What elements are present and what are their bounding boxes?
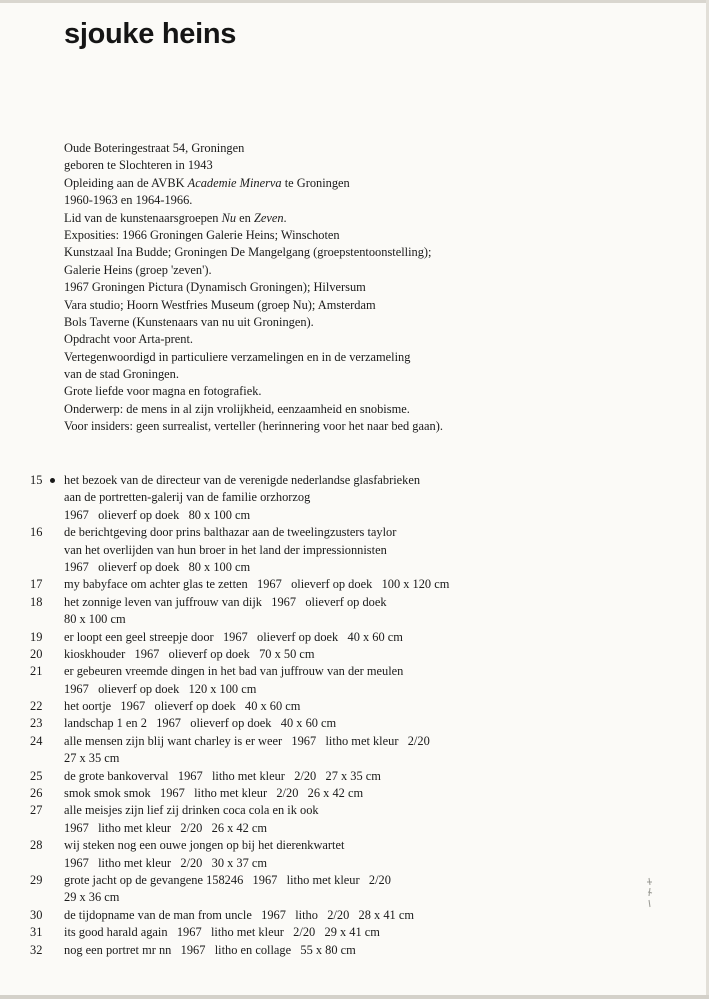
work-line: het zonnige leven van juffrouw van dijk 1967 olieverf op doek bbox=[64, 594, 387, 609]
bio-line: Grote liefde voor magna en fotografiek. bbox=[64, 384, 262, 399]
work-line: landschap 1 en 2 1967 olieverf op doek 40 x 60 cm bbox=[64, 716, 337, 731]
work-item bbox=[30, 785, 670, 802]
work-number: 26 bbox=[30, 786, 43, 801]
work-line: grote jacht op de gevangene 158246 1967 litho met kleur 2/20 bbox=[64, 872, 391, 887]
work-number: 18 bbox=[30, 594, 43, 609]
work-line: my babyface om achter glas te zetten 1967 olieverf op doek 100 x 120 cm bbox=[64, 577, 450, 592]
bio-text-lid: Lid van de kunstenaarsgroepen bbox=[64, 210, 222, 225]
work-item bbox=[30, 907, 670, 924]
work-item bbox=[30, 698, 670, 715]
bio-text-nu: Nu bbox=[221, 210, 237, 225]
page-edge-bottom bbox=[0, 995, 709, 999]
work-number: 23 bbox=[30, 716, 43, 731]
work-line: de grote bankoverval 1967 litho met kleur 2/20 27 x 35 cm bbox=[64, 768, 381, 783]
work-number: 15 bbox=[30, 473, 43, 487]
bio-line: Onderwerp: de mens in al zijn vrolijkheid, eenzaamheid en snobisme. bbox=[64, 401, 410, 416]
work-number: 21 bbox=[30, 664, 43, 679]
work-number: 30 bbox=[30, 907, 43, 922]
work-item bbox=[30, 629, 670, 646]
bio-line: Opdracht voor Arta-prent. bbox=[64, 332, 194, 347]
work-number: 32 bbox=[30, 942, 43, 957]
work-line: smok smok smok 1967 litho met kleur 2/20 26 x 42 cm bbox=[64, 786, 364, 801]
work-item bbox=[30, 733, 670, 768]
bio-line: 1967 Groningen Pictura (Dynamisch Groningen); Hilversum bbox=[64, 280, 366, 295]
artist-name: sjouke heins bbox=[64, 18, 237, 50]
work-line: de tijdopname van de man from uncle 1967 litho 2/20 28 x 41 cm bbox=[64, 907, 414, 922]
work-item bbox=[30, 924, 670, 941]
work-line: 80 x 100 cm bbox=[64, 612, 126, 627]
work-item bbox=[30, 837, 670, 872]
page-edge-top bbox=[0, 0, 709, 3]
bio-line: Vertegenwoordigd in particuliere verzamelingen en in de verzameling bbox=[64, 349, 411, 364]
work-line: alle mensen zijn blij want charley is er weer 1967 litho met kleur 2/20 bbox=[64, 733, 430, 748]
work-item bbox=[30, 472, 670, 524]
work-item bbox=[30, 576, 670, 593]
work-item bbox=[30, 646, 670, 663]
work-line: 1967 olieverf op doek 80 x 100 cm bbox=[64, 559, 251, 574]
work-number: 25 bbox=[30, 768, 43, 783]
work-number: 28 bbox=[30, 838, 43, 853]
work-line: nog een portret mr nn 1967 litho en collage 55 x 80 cm bbox=[64, 942, 356, 957]
work-line: its good harald again 1967 litho met kleur 2/20 29 x 41 cm bbox=[64, 925, 380, 940]
bio-text-academie: Academie Minerva bbox=[187, 175, 282, 190]
work-number: 24 bbox=[30, 733, 43, 748]
works-list bbox=[30, 472, 670, 959]
bio-line bbox=[64, 210, 524, 227]
bio-line: geboren te Slochteren in 1943 bbox=[64, 158, 213, 173]
work-number: 29 bbox=[30, 872, 43, 887]
bio-text-opleiding: Opleiding aan de AVBK bbox=[64, 175, 188, 190]
bullet-dot-icon bbox=[50, 478, 55, 483]
work-item bbox=[30, 942, 670, 959]
bio-line: Galerie Heins (groep 'zeven'). bbox=[64, 262, 212, 277]
bio-line: van de stad Groningen. bbox=[64, 367, 179, 382]
work-line: wij steken nog een ouwe jongen op bij het dierenkwartet bbox=[64, 838, 345, 853]
bio-line: Oude Boteringestraat 54, Groningen bbox=[64, 141, 245, 155]
bio-line bbox=[64, 175, 524, 192]
bio-text-zeven: Zeven bbox=[253, 210, 284, 225]
work-line: van het overlijden van hun broer in het land der impressionnisten bbox=[64, 542, 387, 557]
work-number: 19 bbox=[30, 629, 43, 644]
work-item bbox=[30, 768, 670, 785]
bio-text-groningen: te Groningen bbox=[281, 175, 350, 190]
work-line: alle meisjes zijn lief zij drinken coca cola en ik ook bbox=[64, 803, 319, 818]
work-line: er gebeuren vreemde dingen in het bad van juffrouw van der meulen bbox=[64, 664, 404, 679]
work-number: 20 bbox=[30, 646, 43, 661]
bio-line: Kunstzaal Ina Budde; Groningen De Mangelgang (groepstentoonstelling); bbox=[64, 245, 432, 260]
biography bbox=[64, 140, 524, 436]
work-line: aan de portretten-galerij van de familie orzhorzog bbox=[64, 490, 311, 505]
work-number: 22 bbox=[30, 699, 43, 714]
work-line: 27 x 35 cm bbox=[64, 751, 120, 766]
bio-line: 1960-1963 en 1964-1966. bbox=[64, 193, 193, 208]
work-line: 1967 litho met kleur 2/20 26 x 42 cm bbox=[64, 820, 268, 835]
work-line: kioskhouder 1967 olieverf op doek 70 x 50 cm bbox=[64, 646, 315, 661]
bio-line: Vara studio; Hoorn Westfries Museum (groep Nu); Amsterdam bbox=[64, 297, 376, 312]
bio-text-en: en bbox=[236, 210, 254, 225]
work-line: 1967 litho met kleur 2/20 30 x 37 cm bbox=[64, 855, 268, 870]
bio-line: Voor insiders: geen surrealist, verteller (herinnering voor het naar bed gaan). bbox=[64, 419, 443, 434]
work-line: 1967 olieverf op doek 80 x 100 cm bbox=[64, 507, 251, 522]
work-item bbox=[30, 802, 670, 837]
work-line: 29 x 36 cm bbox=[64, 890, 120, 905]
pencil-mark-icon bbox=[643, 876, 657, 910]
work-item bbox=[30, 663, 670, 698]
work-item bbox=[30, 524, 670, 576]
work-line: het oortje 1967 olieverf op doek 40 x 60 cm bbox=[64, 699, 301, 714]
work-item bbox=[30, 872, 670, 907]
work-number: 27 bbox=[30, 803, 43, 818]
bio-line: Exposities: 1966 Groningen Galerie Heins; Winschoten bbox=[64, 227, 340, 242]
work-line: het bezoek van de directeur van de verenigde nederlandse glasfabrieken bbox=[64, 473, 421, 487]
work-line: er loopt een geel streepje door 1967 olieverf op doek 40 x 60 cm bbox=[64, 629, 403, 644]
work-item bbox=[30, 715, 670, 732]
bio-text-period: . bbox=[283, 210, 287, 225]
work-number: 17 bbox=[30, 577, 43, 592]
work-line: 1967 olieverf op doek 120 x 100 cm bbox=[64, 681, 257, 696]
bio-line: Bols Taverne (Kunstenaars van nu uit Groningen). bbox=[64, 314, 314, 329]
work-number: 16 bbox=[30, 525, 43, 540]
work-item bbox=[30, 594, 670, 629]
work-number: 31 bbox=[30, 925, 43, 940]
work-line: de berichtgeving door prins balthazar aan de tweelingzusters taylor bbox=[64, 525, 397, 540]
